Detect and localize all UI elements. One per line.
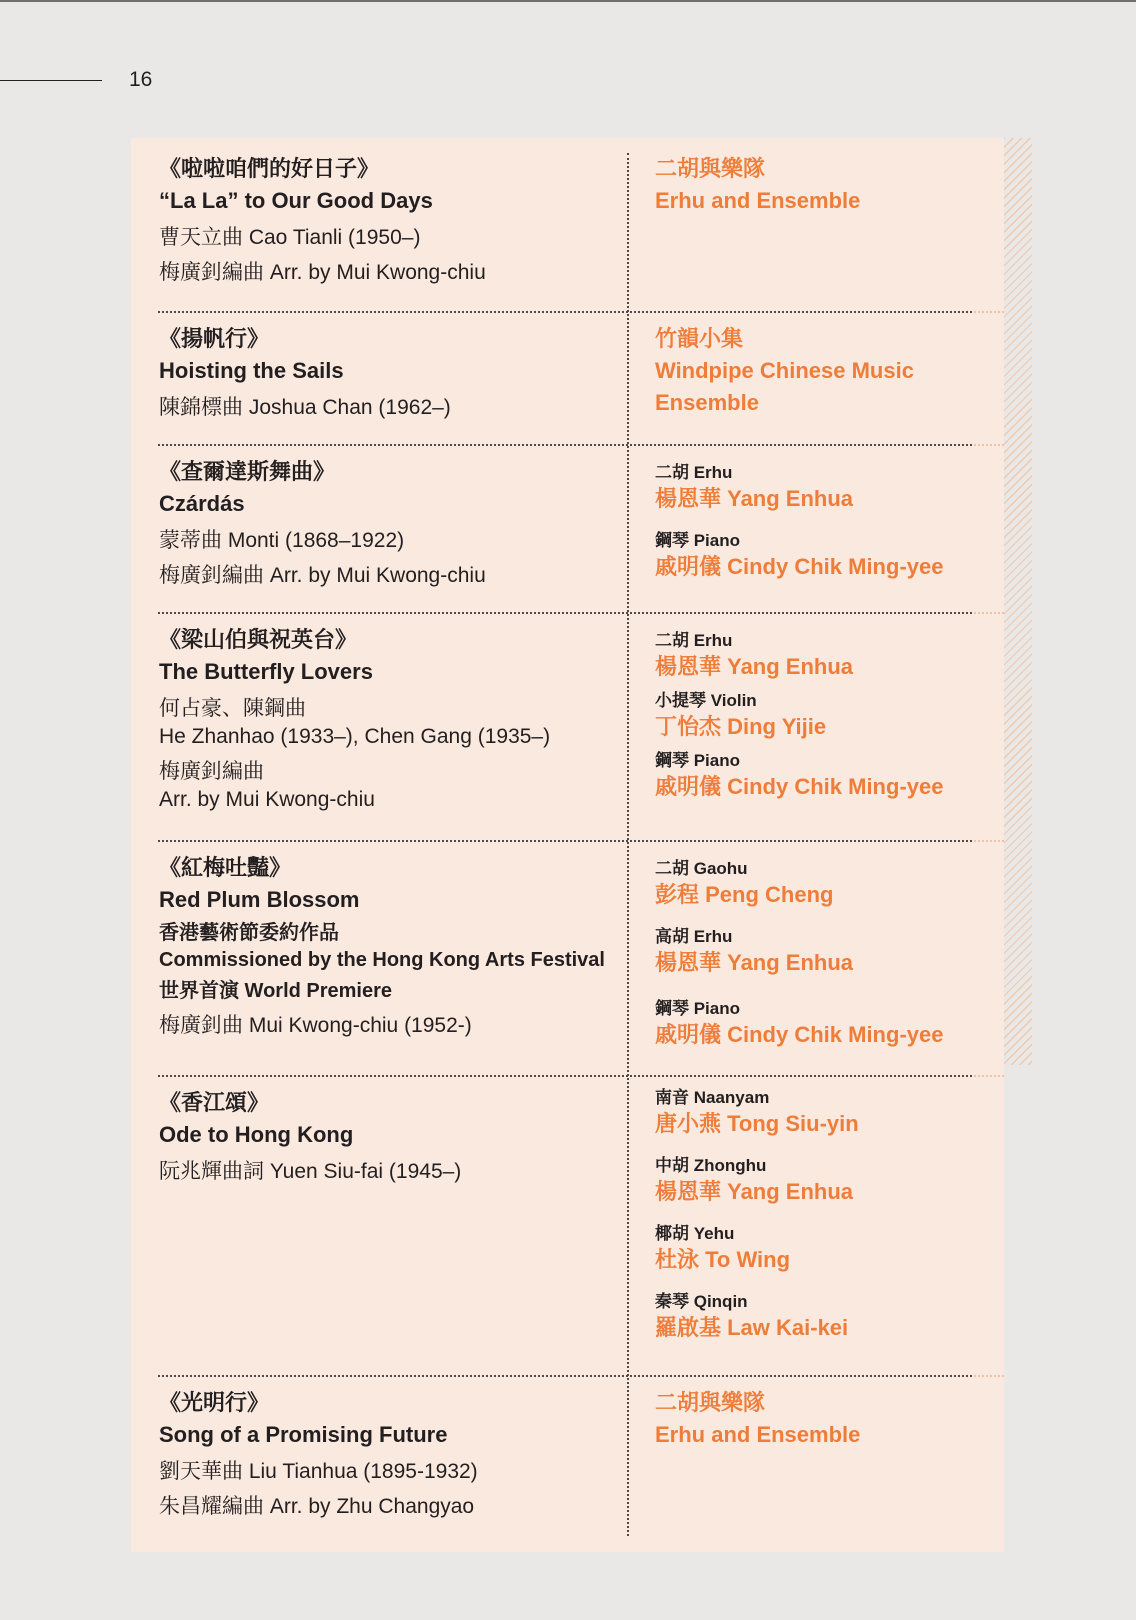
performer-name: 戚明儀 Cindy Chik Ming-yee bbox=[655, 1022, 944, 1047]
header-rule bbox=[0, 80, 102, 81]
programme-item bbox=[131, 1375, 1004, 1545]
performer-name: 羅啟基 Law Kai-kei bbox=[655, 1315, 849, 1340]
work-title-zh: 《香江頌》 bbox=[159, 1090, 270, 1115]
performer-name: 楊恩華 Yang Enhua bbox=[655, 654, 854, 679]
work-title-zh: 《查爾達斯舞曲》 bbox=[159, 459, 336, 484]
work-title-en: Song of a Promising Future bbox=[159, 1422, 448, 1447]
programme-item bbox=[131, 840, 1004, 1072]
work-title-zh: 《紅梅吐豔》 bbox=[159, 855, 292, 880]
premiere-note: 世界首演 World Premiere bbox=[159, 980, 393, 1002]
performer-name: 楊恩華 Yang Enhua bbox=[655, 486, 854, 511]
decorative-hatch-stripe bbox=[1004, 138, 1032, 1065]
instrument-label: 秦琴 Qinqin bbox=[655, 1292, 748, 1311]
ensemble-name-en-cont: Ensemble bbox=[655, 390, 759, 415]
composer-credit: 阮兆輝曲詞 Yuen Siu-fai (1945–) bbox=[159, 1160, 462, 1183]
composer-credit-en: He Zhanhao (1933–), Chen Gang (1935–) bbox=[159, 725, 551, 748]
performers bbox=[655, 1081, 995, 1344]
ensemble-name-zh: 二胡與樂隊 bbox=[655, 156, 766, 181]
arranger-credit: 朱昌耀編曲 Arr. by Zhu Changyao bbox=[159, 1495, 475, 1518]
work-info bbox=[159, 323, 614, 422]
arranger-credit-en: Arr. by Mui Kwong-chiu bbox=[159, 788, 375, 811]
instrument-label: 椰胡 Yehu bbox=[655, 1224, 735, 1243]
performers bbox=[655, 153, 995, 217]
performer-name: 戚明儀 Cindy Chik Ming-yee bbox=[655, 554, 944, 579]
instrument-label: 小提琴 Violin bbox=[655, 691, 757, 710]
composer-credit: 曹天立曲 Cao Tianli (1950–) bbox=[159, 226, 421, 249]
ensemble-name-zh: 二胡與樂隊 bbox=[655, 1390, 766, 1415]
performers bbox=[655, 1387, 995, 1451]
performer-name: 戚明儀 Cindy Chik Ming-yee bbox=[655, 774, 944, 799]
work-title-zh: 《揚帆行》 bbox=[159, 326, 270, 351]
work-title-en: Czárdás bbox=[159, 491, 245, 516]
instrument-label: 中胡 Zhonghu bbox=[655, 1156, 767, 1175]
work-title-en: The Butterfly Lovers bbox=[159, 659, 373, 684]
work-title-en: Hoisting the Sails bbox=[159, 358, 344, 383]
ensemble-name-en: Windpipe Chinese Music bbox=[655, 358, 914, 383]
instrument-label: 二胡 Gaohu bbox=[655, 859, 748, 878]
programme-item bbox=[131, 311, 1004, 446]
performer-name: 彭程 Peng Cheng bbox=[655, 882, 834, 907]
performers bbox=[655, 852, 995, 1051]
composer-credit: 蒙蒂曲 Monti (1868–1922) bbox=[159, 529, 405, 552]
composer-credit-zh: 何占豪、陳鋼曲 bbox=[159, 697, 306, 720]
arranger-credit: 梅廣釗編曲 Arr. by Mui Kwong-chiu bbox=[159, 564, 486, 587]
ensemble-name-en: Erhu and Ensemble bbox=[655, 1422, 861, 1447]
arranger-credit: 梅廣釗編曲 Arr. by Mui Kwong-chiu bbox=[159, 261, 486, 284]
work-info bbox=[159, 624, 614, 814]
performer-name: 楊恩華 Yang Enhua bbox=[655, 1179, 854, 1204]
instrument-label: 鋼琴 Piano bbox=[655, 999, 741, 1018]
instrument-label: 二胡 Erhu bbox=[655, 463, 733, 482]
ensemble-name-zh: 竹韻小集 bbox=[655, 326, 744, 351]
instrument-label: 南音 Naanyam bbox=[655, 1088, 770, 1107]
work-title-en: Ode to Hong Kong bbox=[159, 1122, 354, 1147]
performers bbox=[655, 323, 995, 419]
programme-item bbox=[131, 1075, 1004, 1367]
commission-note-en: Commissioned by the Hong Kong Arts Festival bbox=[159, 949, 605, 971]
work-info bbox=[159, 153, 614, 287]
performer-name: 丁怡杰 Ding Yijie bbox=[655, 714, 827, 739]
instrument-label: 鋼琴 Piano bbox=[655, 751, 741, 770]
top-border-line bbox=[0, 0, 1136, 2]
composer-credit: 劉天華曲 Liu Tianhua (1895-1932) bbox=[159, 1460, 478, 1483]
work-title-zh: 《梁山伯與祝英台》 bbox=[159, 627, 358, 652]
programme-item bbox=[131, 444, 1004, 609]
work-info bbox=[159, 852, 614, 1040]
programme-item bbox=[131, 138, 1004, 306]
work-title-en: “La La” to Our Good Days bbox=[159, 188, 433, 213]
work-title-en: Red Plum Blossom bbox=[159, 887, 360, 912]
performers bbox=[655, 456, 995, 583]
programme-panel bbox=[131, 138, 1004, 1552]
work-title-zh: 《啦啦咱們的好日子》 bbox=[159, 156, 380, 181]
instrument-label: 二胡 Erhu bbox=[655, 631, 733, 650]
work-info bbox=[159, 1387, 614, 1521]
ensemble-name-en: Erhu and Ensemble bbox=[655, 188, 861, 213]
commission-note-zh: 香港藝術節委約作品 bbox=[159, 922, 339, 944]
work-info bbox=[159, 456, 614, 590]
performer-name: 唐小燕 Tong Siu-yin bbox=[655, 1111, 859, 1136]
composer-credit: 梅廣釗曲 Mui Kwong-chiu (1952-) bbox=[159, 1014, 472, 1037]
arranger-credit-zh: 梅廣釗編曲 bbox=[159, 760, 264, 783]
instrument-label: 高胡 Erhu bbox=[655, 927, 733, 946]
performer-name: 楊恩華 Yang Enhua bbox=[655, 950, 854, 975]
work-info bbox=[159, 1087, 614, 1186]
page-number: 16 bbox=[129, 68, 153, 91]
performer-name: 杜泳 To Wing bbox=[655, 1247, 791, 1272]
programme-item bbox=[131, 612, 1004, 838]
composer-credit: 陳錦標曲 Joshua Chan (1962–) bbox=[159, 396, 451, 419]
instrument-label: 鋼琴 Piano bbox=[655, 531, 741, 550]
work-title-zh: 《光明行》 bbox=[159, 1390, 270, 1415]
performers bbox=[655, 624, 995, 803]
